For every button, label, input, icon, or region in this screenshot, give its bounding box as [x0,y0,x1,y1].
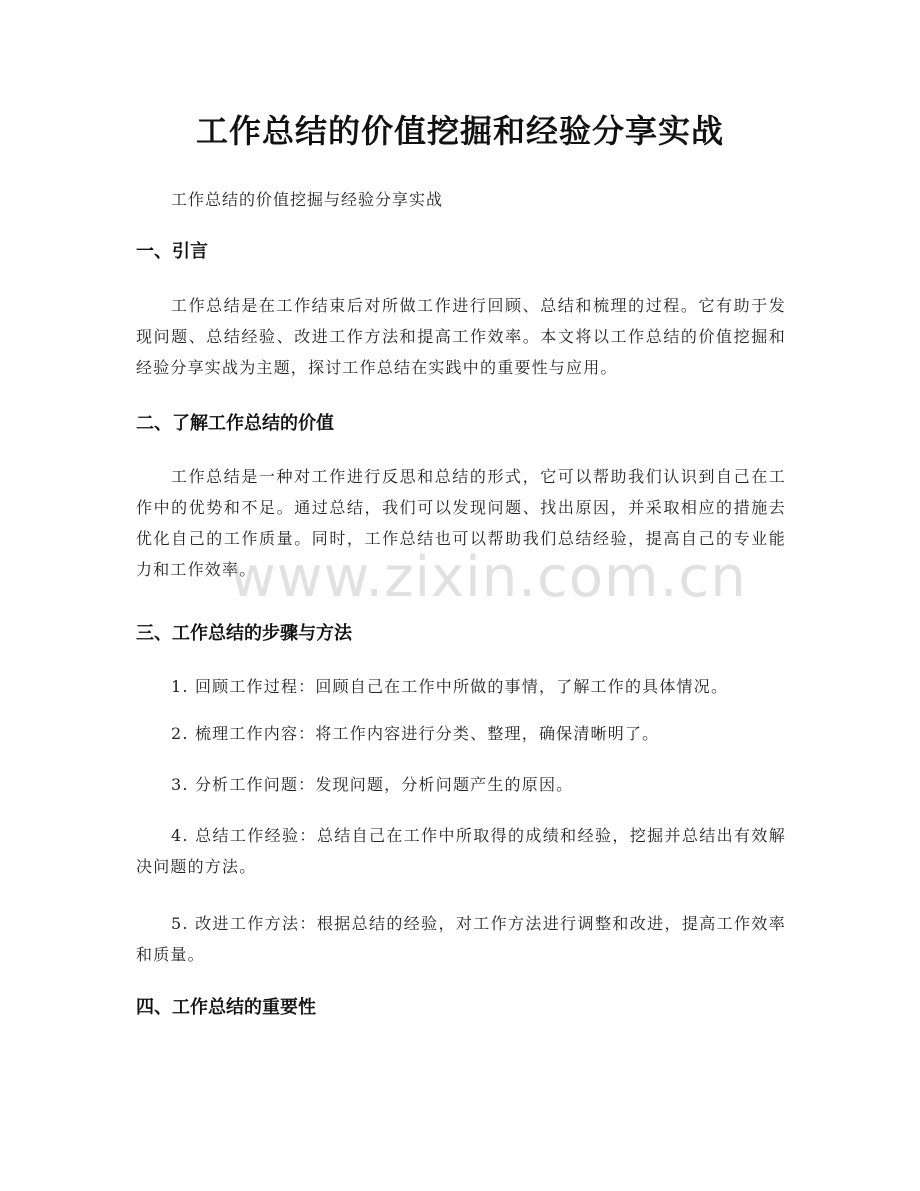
section-heading-steps: 三、工作总结的步骤与方法 [136,623,352,644]
list-item: 5. 改进工作方法：根据总结的经验，对工作方法进行调整和改进，提高工作效率和质量。 [136,914,786,964]
watermark: www.zixin.com.cn [230,545,747,610]
list-item: 2. 梳理工作内容：将工作内容进行分类、整理，确保清晰明了。 [171,724,660,743]
section-heading-value: 二、了解工作总结的价值 [136,413,334,434]
document-title: 工作总结的价值挖掘和经验分享实战 [195,112,724,150]
list-item: 1. 回顾工作过程：回顾自己在工作中所做的事情，了解工作的具体情况。 [171,677,729,696]
section-paragraph-introduction: 工作总结是在工作结束后对所做工作进行回顾、总结和梳理的过程。它有助于发现问题、总结经验、改进工作方法和提高工作效率。本文将以工作总结的价值挖掘和经验分享实战为主题，探讨工作总结在实践中的重要性与应用。 [136,296,786,377]
list-item: 3. 分析工作问题：发现问题，分析问题产生的原因。 [171,775,574,794]
section-heading-importance: 四、工作总结的重要性 [136,997,316,1018]
list-item: 4. 总结工作经验：总结自己在工作中所取得的成绩和经验，挖掘并总结出有效解决问题的方法。 [136,826,786,876]
section-paragraph-value: 工作总结是一种对工作进行反思和总结的形式，它可以帮助我们认识到自己在工作中的优势和不足。通过总结，我们可以发现问题、找出原因，并采取相应的措施去优化自己的工作质量。同时，工作总结也可以帮助我们总结经验，提高自己的专业能力和工作效率。 [136,467,786,579]
section-heading-introduction: 一、引言 [136,241,208,262]
document-subtitle: 工作总结的价值挖掘与经验分享实战 [171,190,444,209]
